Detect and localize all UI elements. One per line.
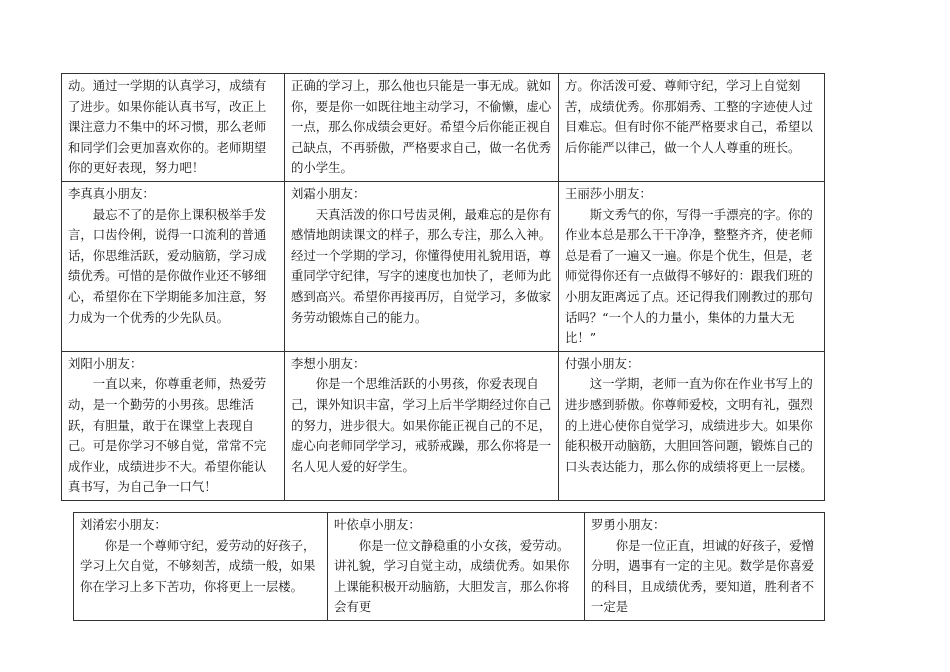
comment-cell [559,74,825,182]
table-row [62,74,825,182]
comment-text: 正确的学习上，那么他也只能是一事无成。就如你，要是你一如既往地主动学习，不偷懒，虚心一点，那么你成绩会更好。希望今后你能正视自己缺点，不再骄傲，严格要求自己，做一名优秀的小学生。 [291,78,552,176]
comment-cell [62,181,285,351]
comment-cell [62,74,285,182]
comment-text: 这一学期，老师一直为你在作业书写上的进步感到骄傲。你尊师爱校，文明有礼，强烈的上进心使你自觉学习，成绩进步大。如果你能积极开动脑筋，大胆回答问题，锻炼自己的口头表达能力，那么你的成绩将更上一层楼。 [565,376,813,474]
table-row [62,351,825,500]
student-name: 李真真小朋友： [68,185,155,201]
comment-text: 动。通过一学期的认真学习，成绩有了进步。如果你能认真书写，改正上课注意力不集中的坏习惯，那么老师和同学们会更加喜欢你的。老师期望你的更好表现，努力吧！ [68,78,267,176]
comment-cell [559,351,825,500]
comment-cell [585,513,825,621]
comment-cell [74,513,328,621]
comments-table-bottom [73,512,825,621]
comment-cell [559,181,825,351]
student-name: 李想小朋友： [291,355,366,371]
comment-text: 一直以来，你尊重老师，热爱劳动，是一个勤劳的小男孩。思维活跃，有胆量，敢于在课堂上表现自己。可是你学习不够自觉，常常不完成作业，成绩进步不大。希望你能认真书写，为自己争一口气！ [68,376,267,495]
table-row [74,513,825,621]
comment-text: 你是一位文静稳重的小女孩，爱劳动。讲礼貌，学习自觉主动，成绩优秀。如果你上课能积极开动脑筋，大胆发言，那么你将会有更 [334,537,570,615]
comment-text: 你是一个思维活跃的小男孩，你爱表现自己，课外知识丰富，学习上后半学期经过你自己的努力，进步很大。如果你能正视自己的不足，虚心向老师同学学习，戒骄戒躁，那么你将是一名人见人爱的好学生。 [291,376,552,474]
student-name: 罗勇小朋友： [591,517,666,532]
student-name: 刘淆宏小朋友： [80,517,167,532]
student-name: 付强小朋友： [565,355,640,371]
comment-cell [328,513,585,621]
comment-text: 你是一位正直，坦诚的好孩子，爱憎分明，遇事有一定的主见。数学是你喜爱的科目，且成绩优秀，要知道，胜利者不一定是 [591,537,815,615]
comment-cell [285,181,559,351]
comment-cell [62,351,285,500]
comment-cell [285,351,559,500]
comment-text: 你是一个尊师守纪，爱劳动的好孩子，学习上欠自觉，不够刻苦，成绩一般，如果你在学习上多下苦功，你将更上一层楼。 [80,537,316,594]
student-name: 刘霜小朋友： [291,185,366,201]
comment-text: 天真活泼的你口号齿灵俐，最难忘的是你有感情地朗读课文的样子，那么专注，那么入神。经过一个学期的学习，你懂得使用礼貌用语，尊重同学守纪律，写字的速度也加快了，老师为此感到高兴。希望你再接再厉，自觉学习，多做家务劳动锻炼自己的能力。 [291,206,552,325]
comment-text: 最忘不了的是你上课积极举手发言，口齿伶俐，说得一口流利的普通话，你思维活跃，爱动脑筋，学习成绩优秀。可惜的是你做作业还不够细心，希望你在下学期能多加注意，努力成为一个优秀的少先队员。 [68,206,267,325]
comment-text: 方。你活泼可爱、尊师守纪，学习上自觉刻苦，成绩优秀。你那娟秀、工整的字迹使人过目难忘。但有时你不能严格要求自己，希望以后你能严以律己，做一个人人尊重的班长。 [565,78,813,155]
table-row [62,181,825,351]
comments-table-top [61,73,825,501]
comment-cell [285,74,559,182]
student-name: 刘阳小朋友： [68,355,143,371]
comment-text: 斯文秀气的你，写得一手漂亮的字。你的作业本总是那么干干净净，整整齐齐，使老师总是看了一遍又一遍。你是个优生，但是，老师觉得你还有一点做得不够好的：跟我们班的小朋友距离远了点。还记得我们刚教过的那句话吗？“一个人的力量小，集体的力量大无比！” [565,206,813,346]
student-name: 叶依卓小朋友： [334,517,421,532]
student-name: 王丽莎小朋友： [565,185,652,201]
